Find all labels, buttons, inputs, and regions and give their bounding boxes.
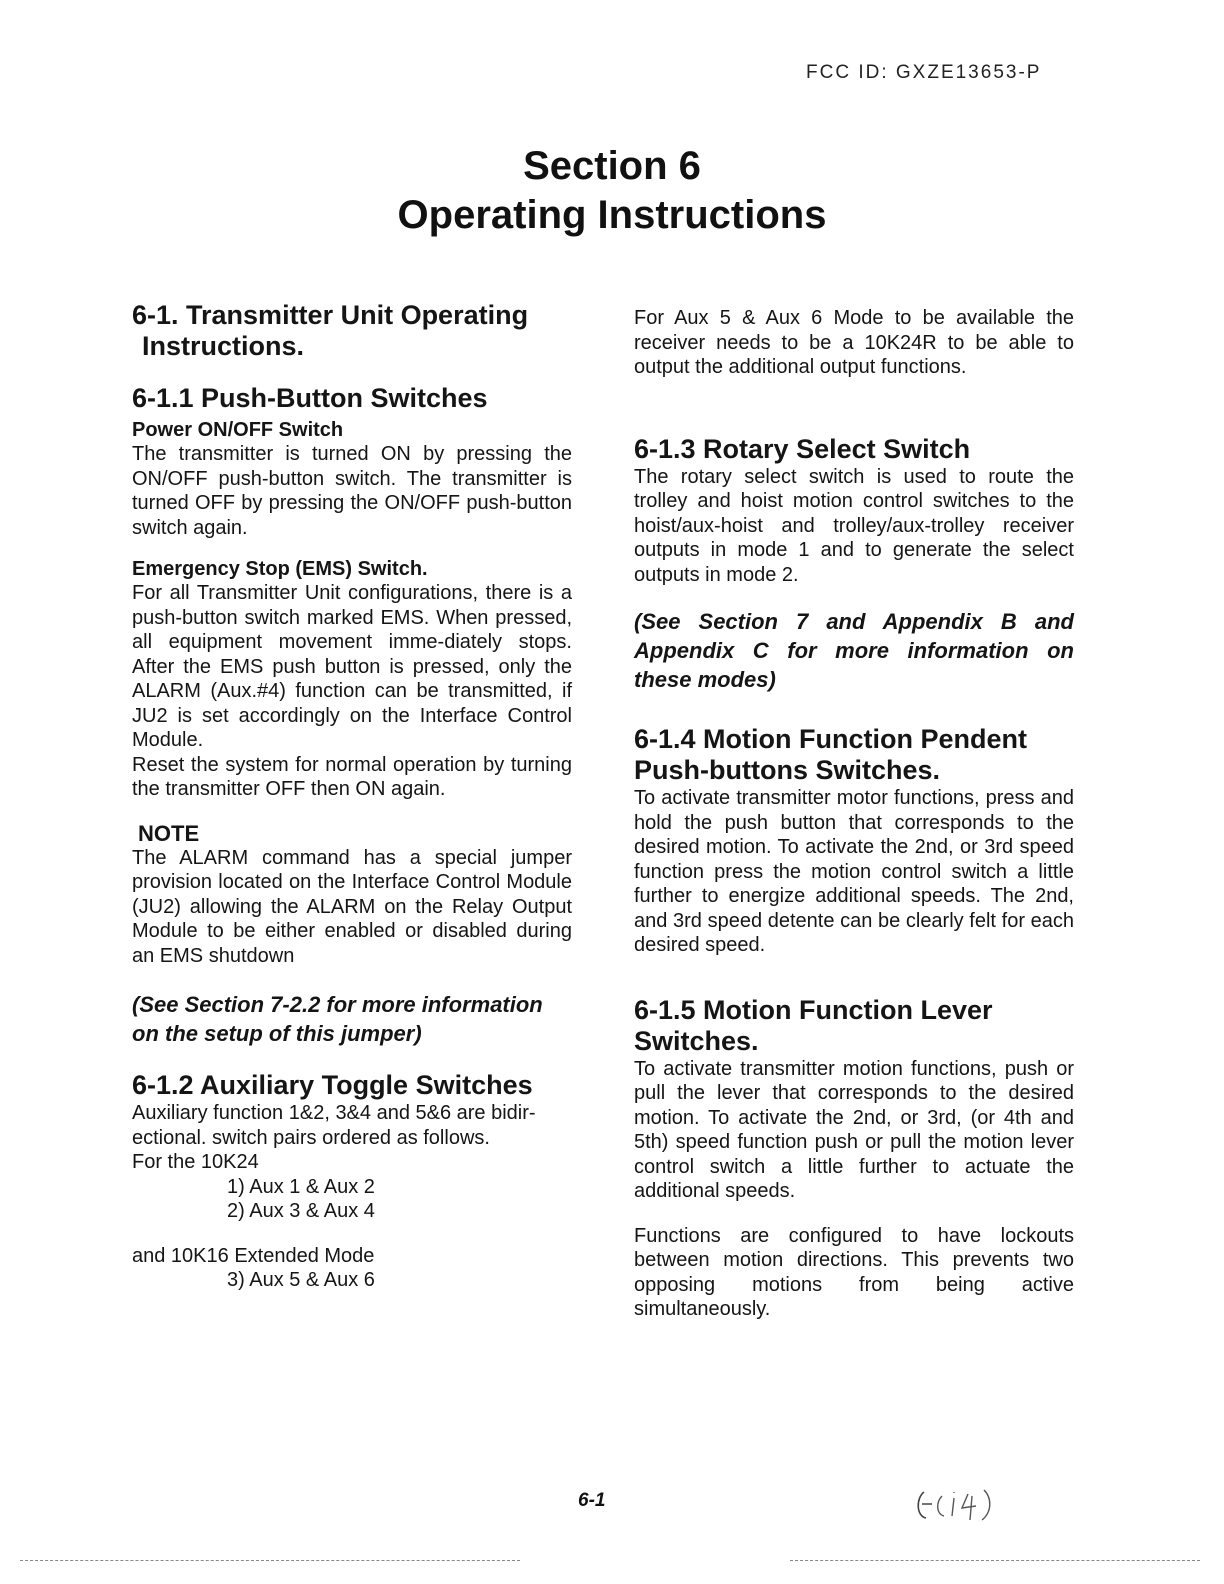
fcc-id: FCC ID: GXZE13653-P (806, 62, 1042, 83)
note-title: NOTE (138, 820, 200, 846)
see-modes-note: (See Section 7 and Appendix B and Appendix C for more information on these modes) (634, 609, 1074, 692)
page-title (0, 142, 1224, 240)
scan-artifact-right (790, 1560, 1200, 1562)
power-switch-text: The transmitter is turned ON by pressing the ON/OFF push-button switch. The transmitter is turned OFF by pressing the ON/OFF push-button switch again. (132, 443, 572, 539)
heading-6-1 (132, 300, 572, 362)
heading-6-1-4-line1: 6-1.4 Motion Function Pendent (634, 724, 1027, 754)
see-jumper-note: (See Section 7-2.2 for more information on the setup of this jumper) (132, 992, 543, 1046)
aux-list-item-2: 2) Aux 3 & Aux 4 (227, 1200, 375, 1222)
heading-6-1-5 (634, 995, 1074, 1057)
heading-6-1-4 (634, 724, 1074, 786)
heading-6-1-4-line2: Push-buttons Switches. (634, 755, 941, 785)
aux-list-item-1: 1) Aux 1 & Aux 2 (227, 1175, 375, 1198)
heading-6-1-5-line1: 6-1.5 Motion Function Lever (634, 994, 993, 1025)
right-column (634, 306, 1074, 1322)
heading-6-1-line2: Instructions. (142, 331, 305, 361)
section-subtitle: Operating Instructions (397, 192, 827, 237)
power-switch-title: Power ON/OFF Switch (132, 419, 344, 441)
for-10k24: For the 10K24 (132, 1151, 259, 1173)
rotary-text: The rotary select switch is used to route the trolley and hoist motion control switches to the hoist/aux-hoist and trolley/aux-trolley receiver outputs in mode 1 and to generate the select outputs in mode 2. (634, 465, 1074, 586)
heading-6-1-2: 6-1.2 Auxiliary Toggle Switches (132, 1070, 533, 1100)
scan-artifact-left (20, 1560, 520, 1562)
heading-6-1-1: 6-1.1 Push-Button Switches (132, 383, 488, 413)
note-text: The ALARM command has a special jumper provision located on the Interface Control Module (JU2) allowing the ALARM on the Relay Output Module to be either enabled or disabled during an EMS shutdown (132, 846, 572, 967)
aux56-text: For Aux 5 & Aux 6 Mode to be available the receiver needs to be a 10K24R to be able to output the additional output functions. (634, 307, 1074, 378)
reset-text: Reset the system for normal operation by turning the transmitter OFF then ON again. (132, 753, 572, 800)
left-column (132, 300, 572, 1293)
heading-6-1-3: 6-1.3 Rotary Select Switch (634, 433, 971, 464)
section-title: Section 6 (523, 144, 701, 188)
page-number: 6-1 (578, 1490, 606, 1511)
aux-list-item-3: 3) Aux 5 & Aux 6 (227, 1269, 375, 1291)
ems-switch-title: Emergency Stop (EMS) Switch. (132, 558, 428, 580)
lockout-text: Functions are configured to have lockouts between motion directions. This prevents two opposing motions from being active simultaneously. (634, 1224, 1074, 1320)
lever-text: To activate transmitter motion functions, push or pull the lever that corresponds to the desired motion. To activate the 2nd, or 3rd, (or 4th and 5th) speed function push or pull the motion lever control switch a little further to actuate the additional speeds. (634, 1057, 1074, 1202)
heading-6-1-5-line2: Switches. (634, 1025, 759, 1056)
ems-switch-text: For all Transmitter Unit configurations, there is a push-button switch marked EMS. When pressed, all equipment movement imme-diately stops. After the EMS push button is pressed, only the ALARM (Aux.#4) function can be transmitted, if JU2 is set accordingly on the Interface Control Module. (132, 582, 572, 751)
aux-toggle-text: Auxiliary function 1&2, 3&4 and 5&6 are bidir-ectional. switch pairs ordered as follows. (132, 1102, 536, 1149)
pendent-text: To activate transmitter motor functions, press and hold the push button that corresponds to the desired motion. To activate the 2nd, or 3rd speed function press the motion control switch a little further to energize additional speeds. The 2nd, and 3rd speed detente can be clearly felt for each desired speed. (634, 787, 1074, 956)
extended-mode-text: and 10K16 Extended Mode (132, 1244, 375, 1267)
handwritten-signature (912, 1480, 1022, 1530)
heading-6-1-line1: 6-1. Transmitter Unit Operating (132, 300, 529, 330)
